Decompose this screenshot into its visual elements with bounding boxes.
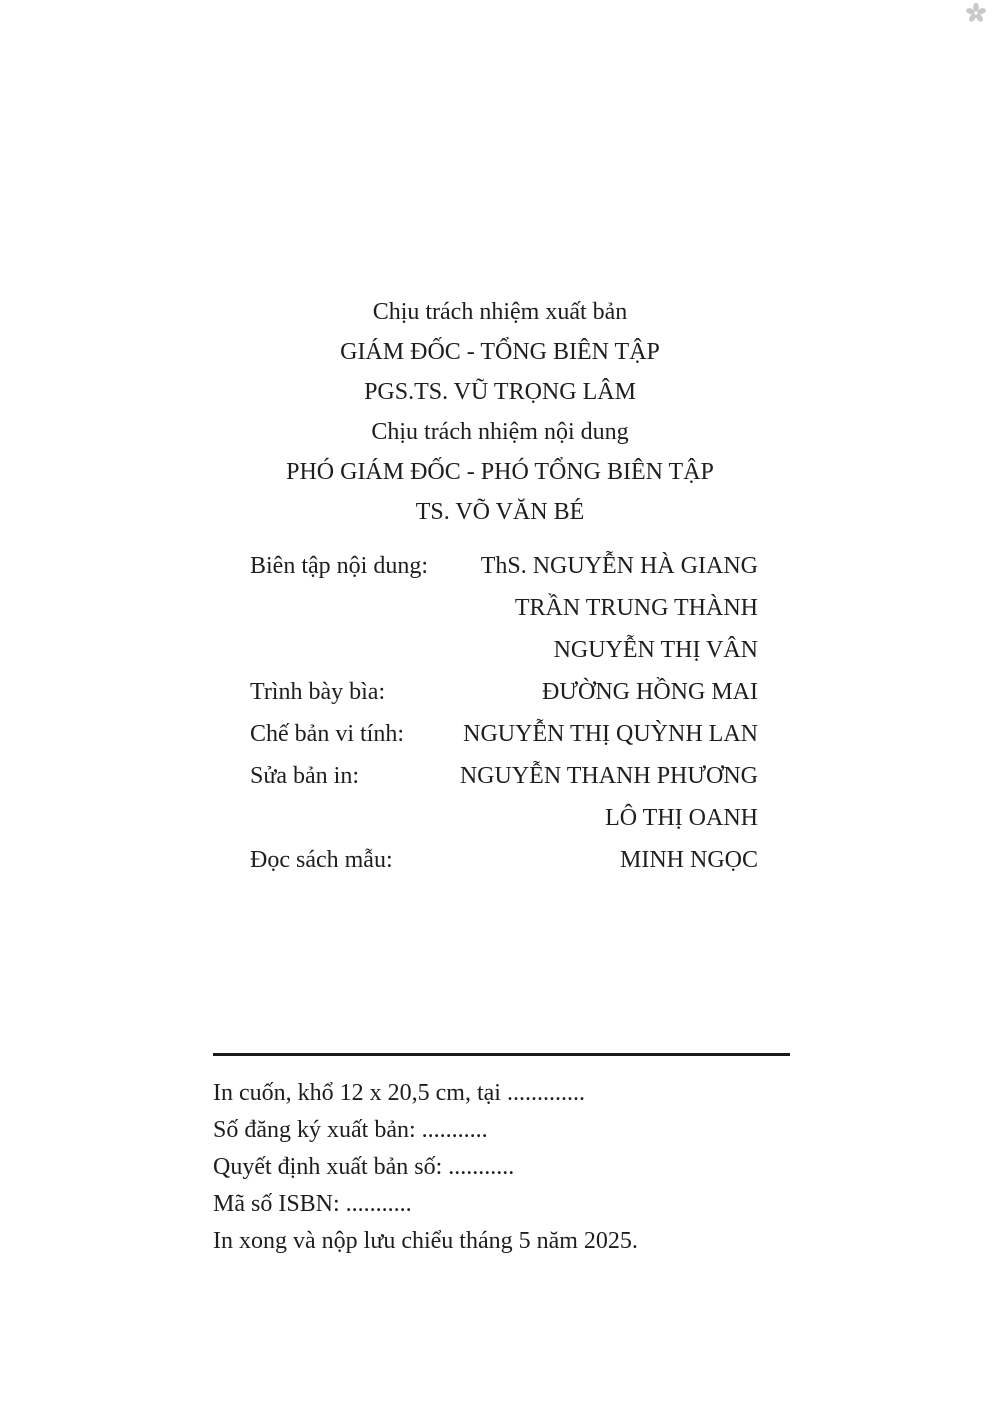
line-director-name: PGS.TS. VŨ TRỌNG LÂM: [364, 379, 636, 405]
credit-row: [250, 797, 758, 839]
responsibility-block: [0, 292, 1000, 532]
credit-label: Sửa bản in:: [250, 763, 359, 789]
credit-row: [250, 629, 758, 671]
divider-line: [213, 1053, 790, 1056]
credit-row: [250, 839, 758, 881]
credit-label: Trình bày bìa:: [250, 679, 386, 705]
line-isbn: Mã số ISBN: ...........: [213, 1191, 412, 1217]
line-registration-number: Số đăng ký xuất bản: ...........: [213, 1117, 488, 1143]
credit-row: [250, 671, 758, 713]
print-info-block: [213, 1075, 813, 1260]
line-deputy-director-title: PHÓ GIÁM ĐỐC - PHÓ TỔNG BIÊN TẬP: [286, 459, 714, 485]
credit-value: LÔ THỊ OANH: [605, 805, 758, 831]
credit-label: Đọc sách mẫu:: [250, 847, 393, 873]
line-publishing-responsibility: Chịu trách nhiệm xuất bản: [372, 299, 628, 325]
credits-block: [250, 545, 758, 881]
credit-value: NGUYỄN THỊ VÂN: [553, 637, 758, 663]
flower-ornament-icon: [965, 2, 987, 24]
line-director-title: GIÁM ĐỐC - TỔNG BIÊN TẬP: [340, 339, 660, 365]
credit-row: [250, 713, 758, 755]
credit-label: Chế bản vi tính:: [250, 721, 404, 747]
credit-value: MINH NGỌC: [620, 847, 758, 873]
credit-row: [250, 587, 758, 629]
line-deputy-director-name: TS. VÕ VĂN BÉ: [415, 499, 585, 525]
credit-value: ĐƯỜNG HỒNG MAI: [542, 679, 758, 705]
credit-value: NGUYỄN THANH PHƯƠNG: [459, 763, 758, 789]
credit-row: [250, 545, 758, 587]
credit-value: ThS. NGUYỄN HÀ GIANG: [480, 553, 758, 579]
credit-value: NGUYỄN THỊ QUỲNH LAN: [463, 721, 758, 747]
credit-value: TRẦN TRUNG THÀNH: [514, 595, 758, 621]
line-publishing-decision: Quyết định xuất bản số: ...........: [213, 1154, 515, 1180]
credit-row: [250, 755, 758, 797]
line-print-size: In cuốn, khổ 12 x 20,5 cm, tại .............: [213, 1080, 585, 1106]
credit-label: Biên tập nội dung:: [250, 553, 428, 579]
line-content-responsibility: Chịu trách nhiệm nội dung: [371, 419, 629, 445]
line-deposit-date: In xong và nộp lưu chiểu tháng 5 năm 2025.: [213, 1228, 638, 1254]
